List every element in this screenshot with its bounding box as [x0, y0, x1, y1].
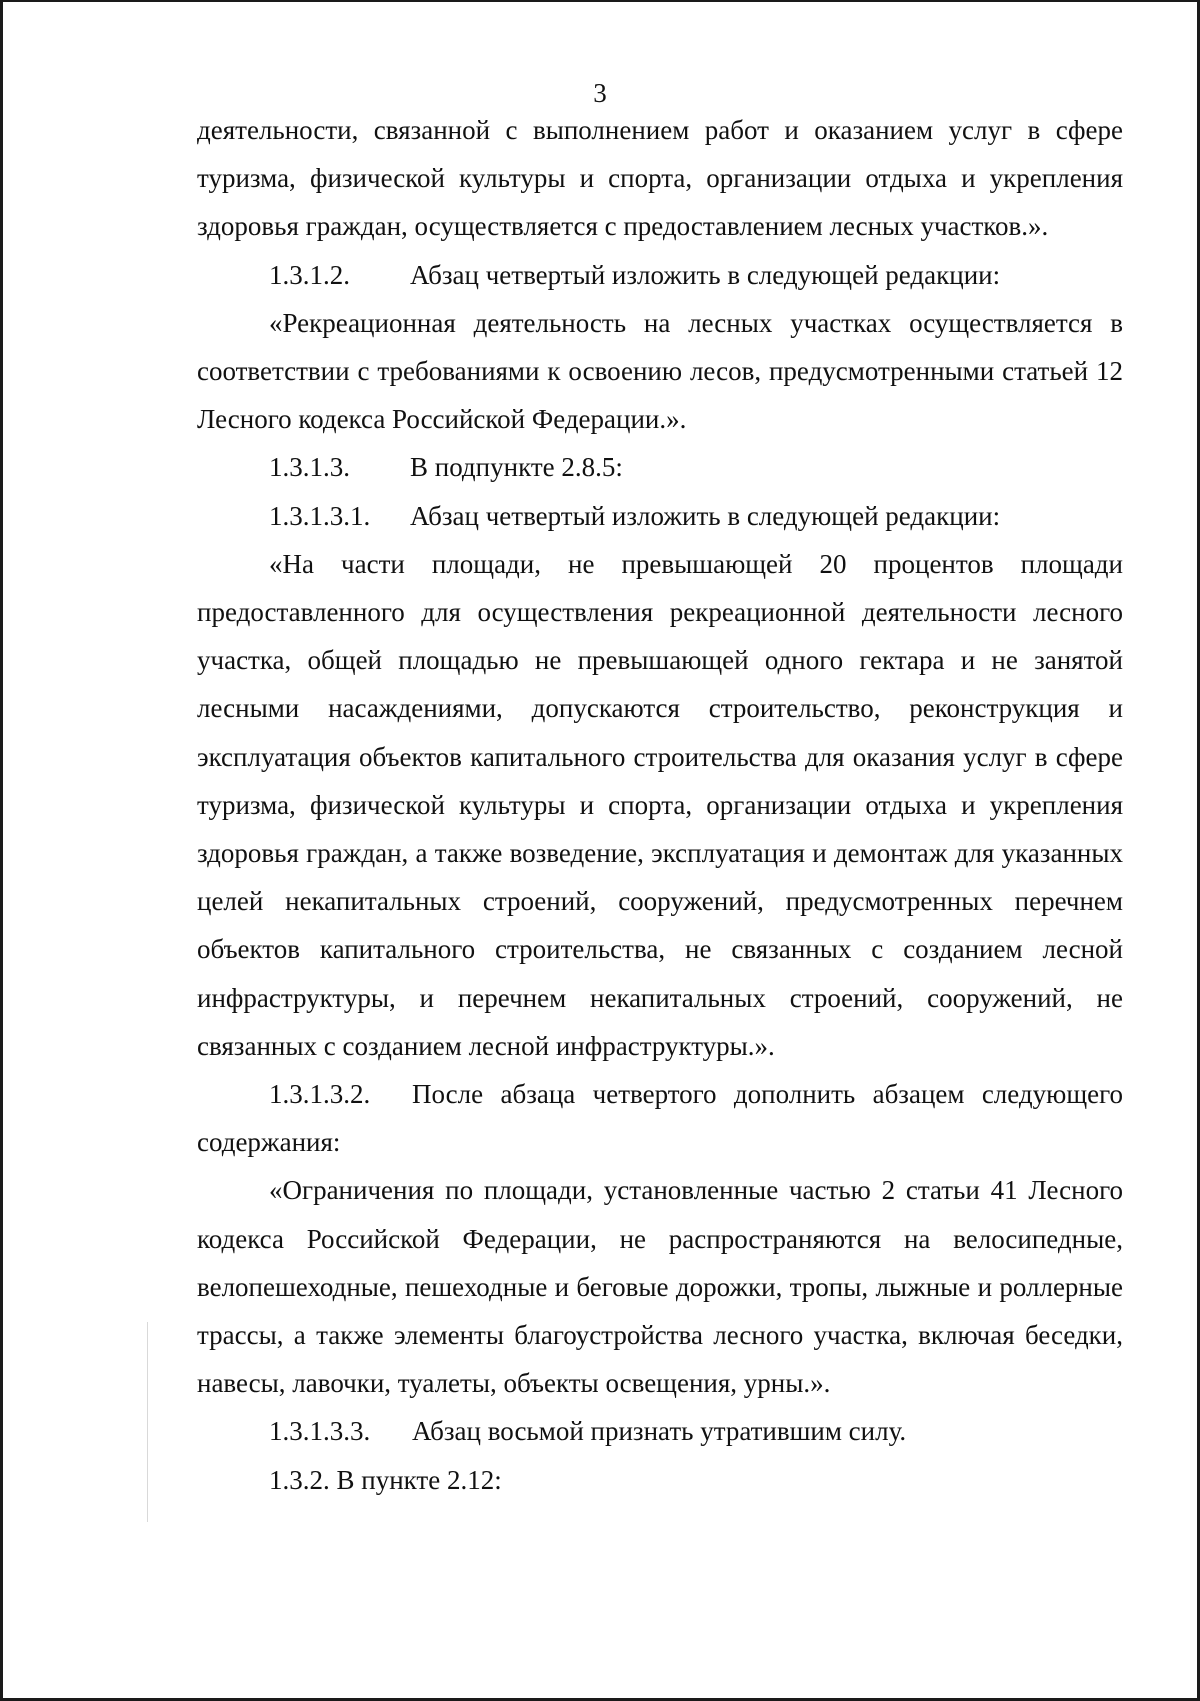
- clause-text: Абзац четвертый изложить в следующей редакции:: [410, 500, 1001, 531]
- clause-number: 1.3.1.3.3.: [269, 1416, 371, 1447]
- clause-text: В подпункте 2.8.5:: [410, 452, 623, 483]
- clause-text: Абзац восьмой признать утратившим силу.: [412, 1416, 907, 1447]
- paragraph-continuation: деятельности, связанной с выполнением работ и оказанием услуг в сфере туризма, физической культуры и спорта, организации отдыха и укрепления здоровья граждан, осуществляется с предоставлением лесных участков.».: [197, 115, 1123, 242]
- scan-artifact-line: [147, 1322, 148, 1522]
- quoted-paragraph-recreation: «Рекреационная деятельность на лесных участках осуществляется в соответствии с требованиями к освоению лесов, предусмотренными статьей 12 Лесного кодекса Российской Федерации.».: [197, 307, 1123, 435]
- document-body: [197, 106, 1123, 1504]
- clause-number: 1.3.1.3.: [269, 452, 350, 483]
- clause-text-continuation: содержания:: [197, 1127, 341, 1158]
- clause-number: 1.3.1.3.1.: [269, 500, 371, 531]
- clause-1-3-1-3: [197, 443, 1123, 491]
- clause-1-3-1-3-3: [197, 1407, 1123, 1455]
- clause-1-3-2: 1.3.2. В пункте 2.12:: [269, 1464, 502, 1495]
- clause-1-3-1-3-1: [197, 492, 1123, 540]
- clause-text: После абзаца четвертого дополнить абзацем следующего: [412, 1079, 1123, 1110]
- clause-1-3-1-2: [197, 251, 1123, 299]
- clause-number: 1.3.1.2.: [269, 259, 350, 290]
- clause-text: Абзац четвертый изложить в следующей редакции:: [410, 259, 1001, 290]
- clause-1-3-1-3-2: [197, 1070, 1123, 1118]
- page-number: 3: [593, 78, 607, 108]
- quoted-paragraph-restrictions: «Ограничения по площади, установленные частью 2 статьи 41 Лесного кодекса Российской Федерации, не распространяются на велосипедные, велопешеходные, пешеходные и беговые дорожки, тропы, лыжные и роллерные трассы, а также элементы благоустройства лесного участка, включая беседки, навесы, лавочки, туалеты, объекты освещения, урны.».: [197, 1175, 1123, 1399]
- quoted-paragraph-area: «На части площади, не превышающей 20 процентов площади предоставленного для осуществления рекреационной деятельности лесного участка, общей площадью не превышающей одного гектара и не занятой лесными насаждениями, допускаются строительство, реконструкция и эксплуатация объектов капитального строительства для оказания услуг в сфере туризма, физической культуры и спорта, организации отдыха и укрепления здоровья граждан, а также возведение, эксплуатация и демонтаж для указанных целей некапитальных строений, сооружений, предусмотренных перечнем объектов капитального строительства, не связанных с созданием лесной инфраструктуры, и перечнем некапитальных строений, сооружений, не связанных с созданием лесной инфраструктуры.».: [197, 548, 1123, 1061]
- clause-number: 1.3.1.3.2.: [269, 1079, 371, 1110]
